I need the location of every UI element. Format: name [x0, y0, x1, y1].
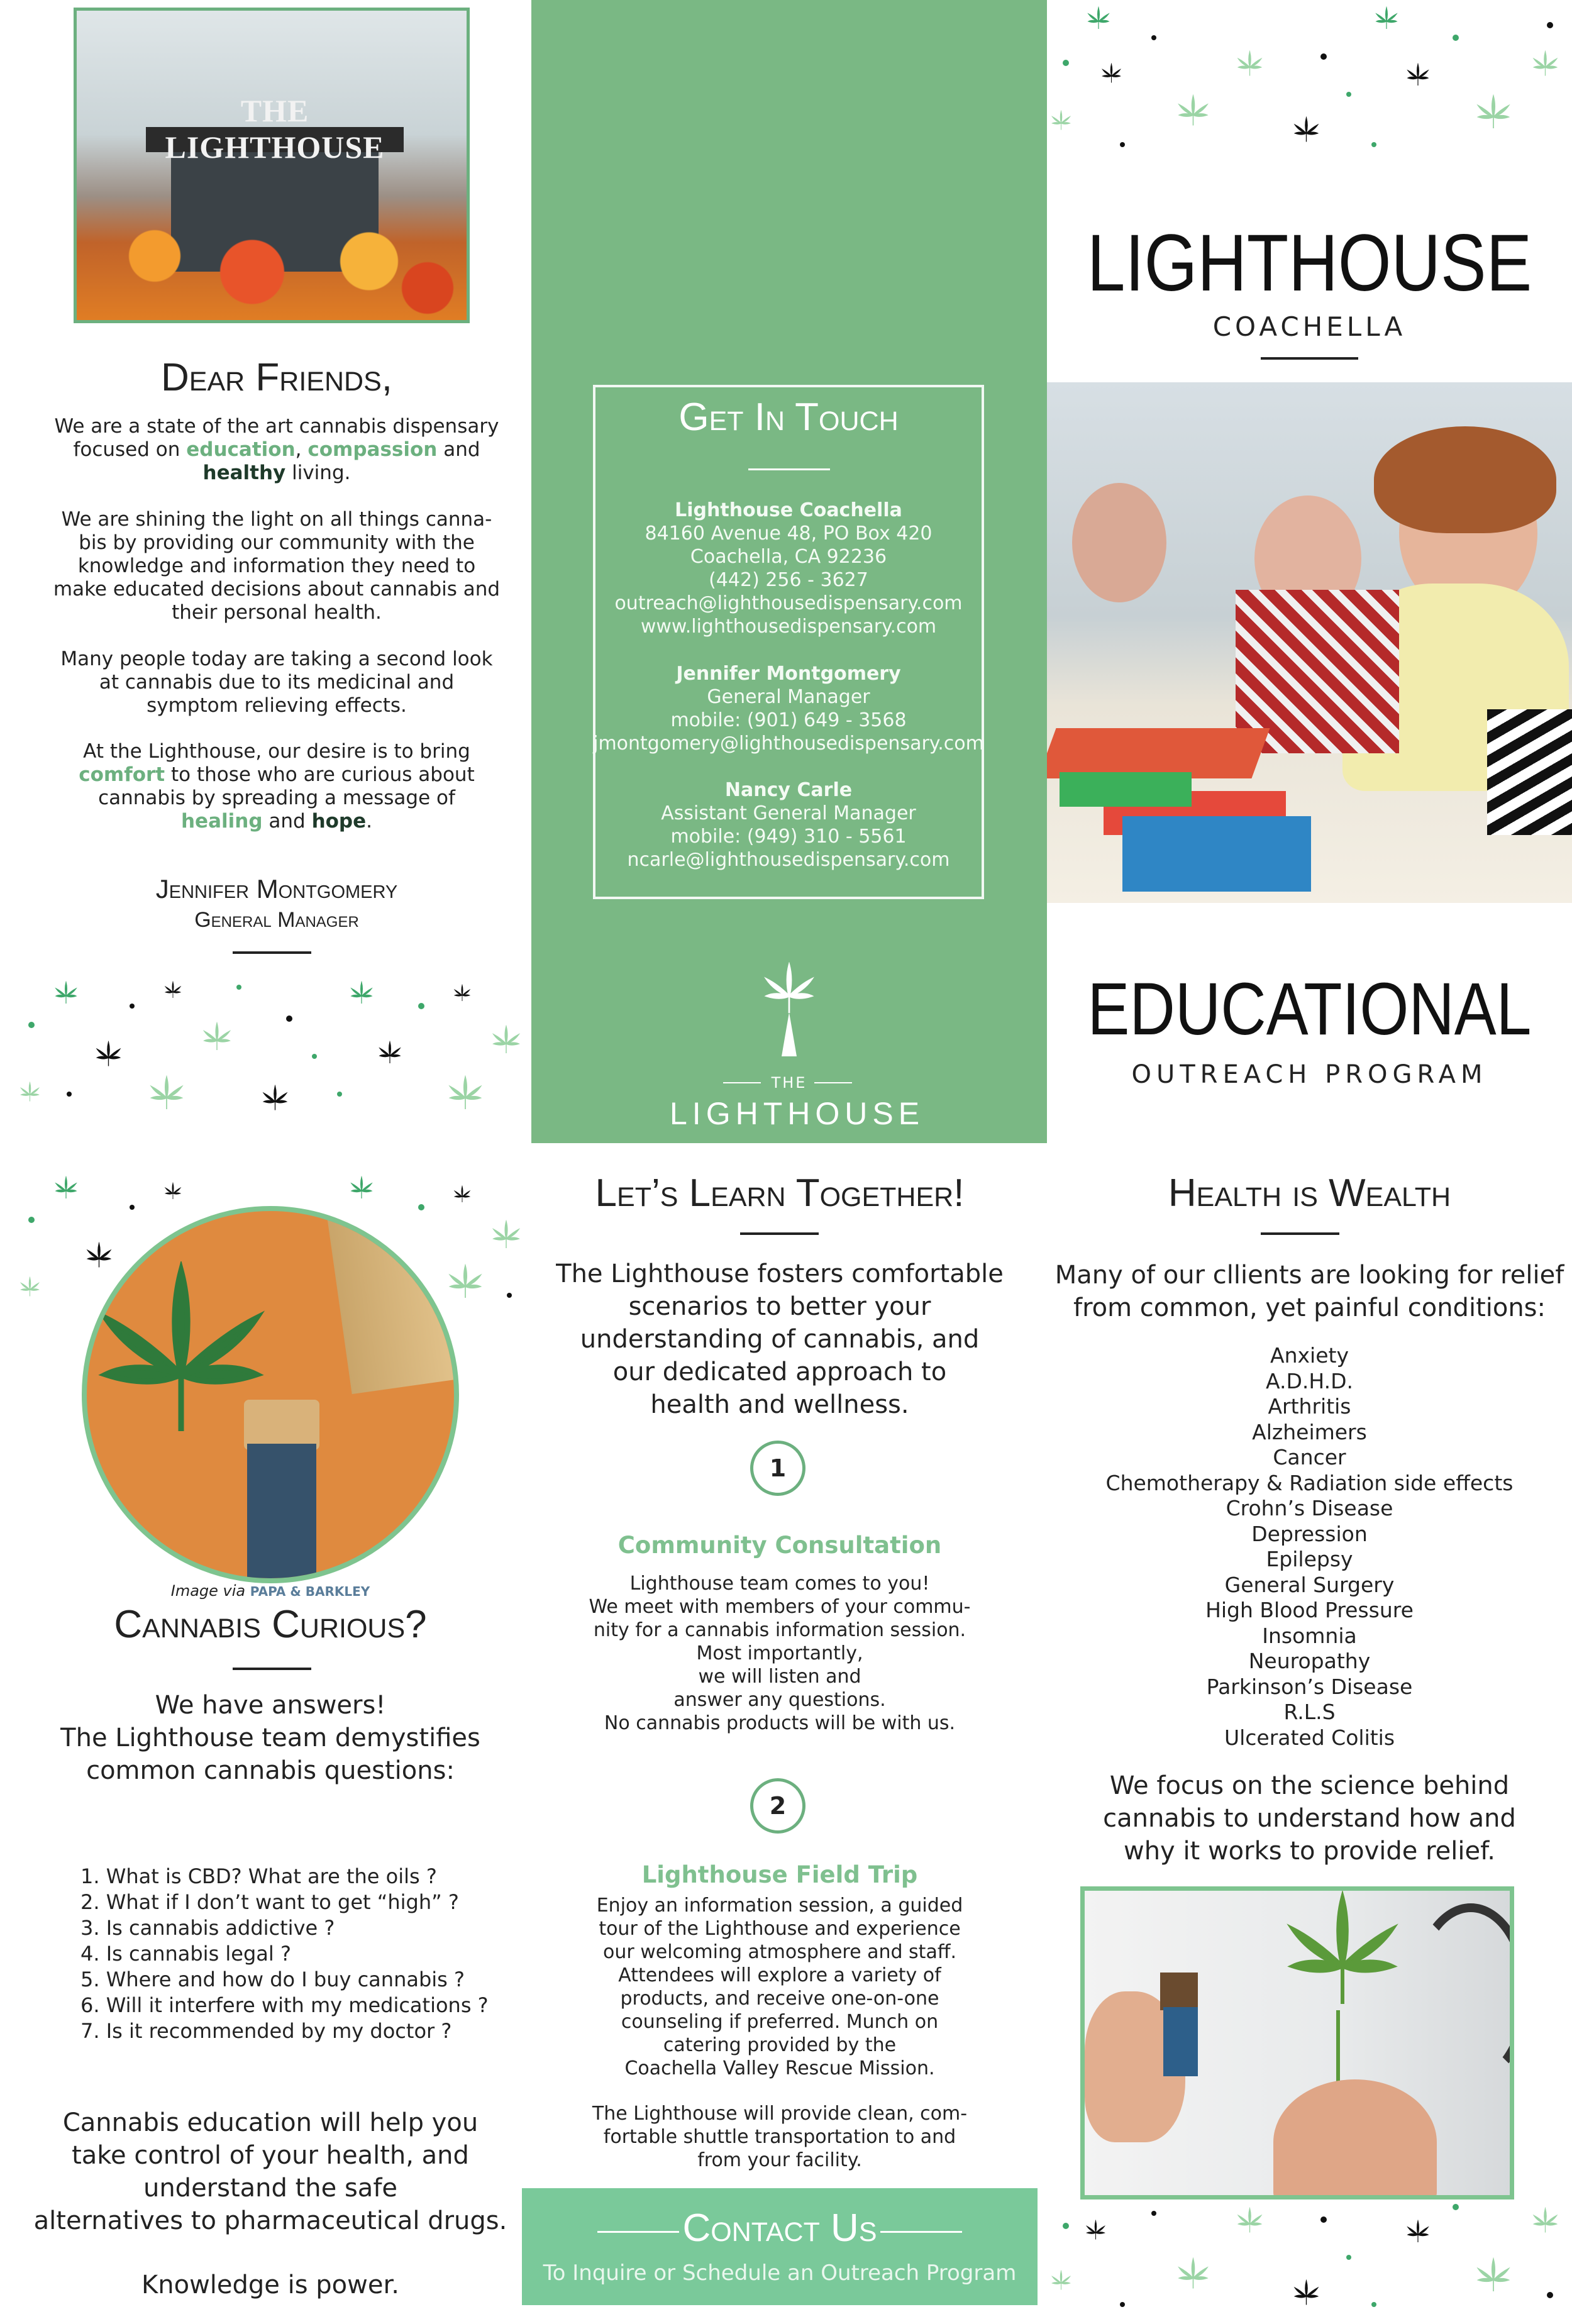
faq-item: 7. Is it recommended by my doctor ? [80, 2019, 452, 2043]
contact-us-label: Contact Us [682, 2206, 877, 2250]
signature-title: General Manager [194, 908, 359, 932]
condition-item: Neuropathy [1248, 1649, 1371, 1673]
lets-learn-divider [740, 1232, 819, 1235]
cannabis-curious-intro: We have answers! The Lighthouse team demystifies common cannabis questions: [60, 1691, 480, 1785]
lighthouse-storefront-photo [74, 8, 470, 323]
get-in-touch-divider [748, 468, 830, 470]
nancy-email[interactable]: ncarle@lighthousedispensary.com [627, 849, 950, 871]
cannabis-curious-divider [233, 1668, 311, 1670]
faq-item: 4. Is cannabis legal ? [80, 1942, 291, 1966]
condition-item: R.L.S [1283, 1700, 1336, 1724]
dear-friends-heading: Dear Friends, [161, 356, 392, 399]
cannabis-curious-heading: Cannabis Curious? [114, 1603, 427, 1646]
condition-item: Ulcerated Colitis [1224, 1725, 1395, 1750]
condition-item: Anxiety [1270, 1343, 1349, 1368]
contact-jennifer: Jennifer Montgomery General Manager mobile: (901) 649 - 3568 jmontgomery@lighthousedispensary.com [593, 663, 984, 755]
leaf-scatter-bottom-right [1047, 2169, 1572, 2320]
health-wealth-intro: Many of our cllients are looking for relief from common, yet painful conditions: [1054, 1261, 1564, 1322]
step-1-badge: 1 [750, 1441, 805, 1496]
condition-item: Epilepsy [1266, 1547, 1353, 1571]
highlight-education: education [186, 438, 296, 461]
condition-item: Insomnia [1262, 1623, 1357, 1648]
step-2-body: Enjoy an information session, a guided tour of the Lighthouse and experience our welcoming atmosphere and staff. Attendees will explore a variety of products, and receive one-on-one counseling if preferred. Munch on catering provided by the Coachella Valley Rescue Mission. [596, 1895, 963, 2079]
lets-learn-heading: Let’s Learn Together! [595, 1171, 965, 1215]
intro-paragraph-1: We are a state of the art cannabis dispensary focused on education, compassion and healthy living. [54, 415, 499, 484]
faq-item: 3. Is cannabis addictive ? [80, 1916, 335, 1940]
org-address-2: Coachella, CA 92236 [690, 546, 887, 568]
shuttle-note: The Lighthouse will provide clean, com- fortable shuttle transportation to and from your facility. [592, 2103, 968, 2171]
program-title: EDUCATIONAL [1087, 968, 1532, 1051]
highlight-healthy: healthy [202, 462, 286, 484]
health-wealth-heading: Health is Wealth [1168, 1171, 1451, 1215]
highlight-compassion: compassion [307, 438, 438, 461]
org-email[interactable]: outreach@lighthousedispensary.com [614, 592, 963, 614]
step-1-body: Lighthouse team comes to you! We meet with members of your commu- nity for a cannabis information session. Most importantly, we will listen and answer any questions. No cannabis products will be with us. [589, 1573, 971, 1734]
knowledge-tagline: Knowledge is power. [141, 2271, 399, 2299]
step-2-title: Lighthouse Field Trip [641, 1861, 918, 1888]
condition-item: Parkinson’s Disease [1206, 1674, 1413, 1699]
condition-item: Crohn’s Disease [1226, 1496, 1393, 1520]
org-contact-block [593, 499, 984, 638]
org-phone: (442) 256 - 3627 [709, 569, 868, 591]
condition-item: Chemotherapy & Radiation side effects [1105, 1470, 1514, 1495]
step-2-badge: 2 [750, 1778, 805, 1834]
health-wealth-divider [1261, 1232, 1339, 1235]
condition-item: General Surgery [1224, 1572, 1395, 1597]
doctor-holding-leaf-photo [1080, 1886, 1514, 2200]
leaf-scatter-top-right [1047, 0, 1572, 163]
conditions-list [1047, 1343, 1572, 1751]
signature-name: Jennifer Montgomery [155, 874, 398, 904]
intro-paragraph-2: We are shining the light on all things canna- bis by providing our community with the knowledge and information they need to make educated decisions about cannabis and their personal health. [53, 508, 501, 624]
closing-paragraph: Cannabis education will help you take control of your health, and understand the safe alternatives to pharmaceutical drugs. [33, 2108, 507, 2235]
cbd-products-circle-photo [82, 1206, 459, 1583]
condition-item: A.D.H.D. [1265, 1368, 1353, 1393]
signature-divider [233, 951, 311, 954]
program-subtitle: OUTREACH PROGRAM [1131, 1060, 1488, 1089]
highlight-hope: hope [311, 810, 367, 833]
logo-lighthouse: LIGHTHOUSE [670, 1096, 925, 1131]
condition-item: High Blood Pressure [1205, 1598, 1414, 1622]
storefront-sign-text: THE LIGHTHOUSE [165, 93, 385, 165]
org-address-1: 84160 Avenue 48, PO Box 420 [645, 523, 933, 545]
papa-barkley-logo: PAPA & BARKLEY [250, 1584, 370, 1599]
science-closing: We focus on the science behind cannabis to understand how and why it works to provide relief. [1103, 1771, 1516, 1866]
condition-item: Cancer [1273, 1445, 1346, 1469]
logo-the: THE [771, 1074, 807, 1092]
intro-paragraph-3: Many people today are taking a second look at cannabis due to its medicinal and symptom relieving effects. [60, 648, 493, 717]
brand-divider [1261, 357, 1358, 360]
get-in-touch-heading: Get In Touch [678, 396, 899, 439]
highlight-comfort: comfort [79, 763, 165, 786]
leaf-scatter-decoration [13, 968, 528, 1126]
faq-item: 1. What is CBD? What are the oils ? [80, 1864, 437, 1888]
org-website[interactable]: www.lighthousedispensary.com [640, 616, 937, 638]
lighthouse-leaf-logo-icon [758, 962, 821, 1056]
faq-item: 5. Where and how do I buy cannabis ? [80, 1967, 465, 1991]
brand-title: LIGHTHOUSE [1087, 218, 1532, 308]
step-1-title: Community Consultation [617, 1532, 942, 1559]
jennifer-email[interactable]: jmontgomery@lighthousedispensary.com [593, 733, 984, 755]
org-name: Lighthouse Coachella [675, 499, 902, 521]
highlight-healing: healing [180, 810, 263, 833]
faq-item: 2. What if I don’t want to get “high” ? [80, 1890, 459, 1914]
contact-us-button[interactable] [522, 2188, 1038, 2305]
faq-question-list [80, 1864, 521, 2044]
faq-item: 6. Will it interfere with my medications ? [80, 1993, 489, 2017]
intro-paragraph-4: At the Lighthouse, our desire is to bring comfort to those who are curious about cannabis by spreading a message of healing and hope. [79, 740, 475, 833]
condition-item: Alzheimers [1252, 1419, 1367, 1444]
seniors-classroom-photo [1047, 382, 1572, 903]
condition-item: Depression [1251, 1521, 1368, 1546]
brand-subtitle: COACHELLA [1212, 311, 1407, 342]
image-credit: Image via PAPA & BARKLEY [170, 1582, 370, 1600]
lets-learn-intro: The Lighthouse fosters comfortable scenarios to better your understanding of cannabis, and our dedicated approach to health and wellness. [556, 1259, 1004, 1419]
contact-nancy: Nancy Carle Assistant General Manager mobile: (949) 310 - 5561 ncarle@lighthousedispensary.com [593, 778, 984, 872]
condition-item: Arthritis [1268, 1394, 1351, 1419]
contact-us-sublabel: To Inquire or Schedule an Outreach Program [543, 2260, 1017, 2286]
